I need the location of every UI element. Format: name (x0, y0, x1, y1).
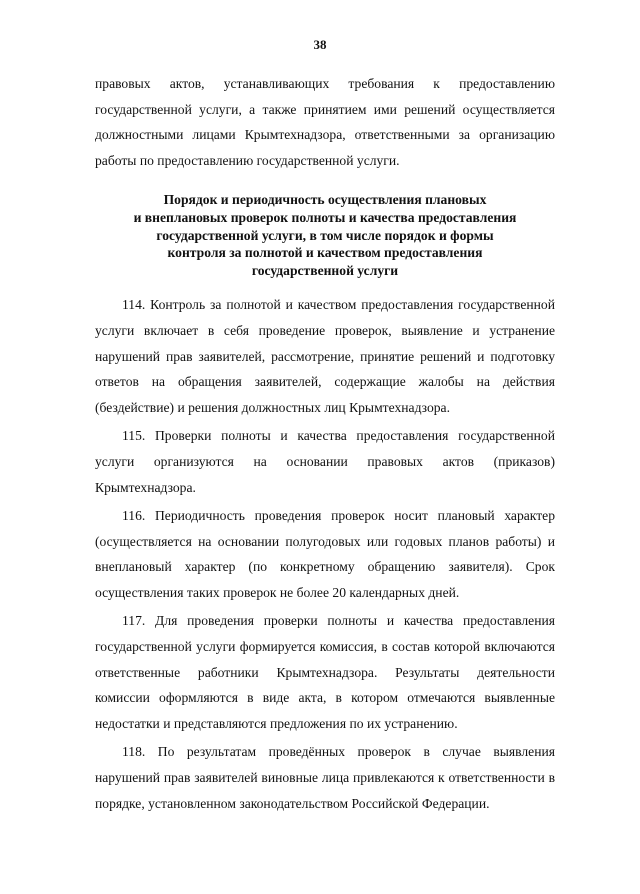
heading-line: и внеплановых проверок полноты и качества предоставления (133, 209, 517, 225)
page-number: 38 (313, 37, 327, 52)
document-body (95, 71, 555, 816)
paragraph-117: 117. Для проведения проверки полноты и качества предоставления государственной услуги формируется комиссия, в состав которой включаются ответственные работники Крымтехнадзора. Результаты деятельности комиссии оформляются в виде акта, в котором отмечаются выявленные недостатки и представляются предложения по их устранению. (95, 613, 555, 731)
heading-line: Порядок и периодичность осуществления плановых (163, 192, 487, 208)
paragraph-115: 115. Проверки полноты и качества предоставления государственной услуги организуются на основании правовых актов (приказов) Крымтехнадзора. (95, 428, 555, 495)
paragraph-118: 118. По результатам проведённых проверок в случае выявления нарушений прав заявителей виновные лица привлекаются к ответственности в порядке, установленном законодательством Российской Федерации. (95, 744, 555, 811)
heading-line: контроля за полнотой и качеством предоставления (167, 245, 483, 261)
heading-line: государственной услуги, в том числе порядок и формы (156, 227, 494, 243)
paragraph-116: 116. Периодичность проведения проверок носит плановый характер (осуществляется на основании полугодовых или годовых планов работы) и внеплановый характер (по конкретному обращению заявителя). Срок осуществления таких проверок не более 20 календарных дней. (95, 508, 555, 600)
heading-line: государственной услуги (251, 262, 399, 278)
intro-paragraph: правовых актов, устанавливающих требования к предоставлению государственной услуги, а также принятием ими решений осуществляется должностными лицами Крымтехнадзора, ответственными за организацию работы по предоставлению государственной услуги. (95, 76, 555, 168)
section-heading (95, 191, 555, 279)
paragraph-114: 114. Контроль за полнотой и качеством предоставления государственной услуги включает в себя проведение проверок, выявление и устранение нарушений прав заявителей, рассмотрение, принятие решений и подготовку ответов на обращения заявителей, содержащие жалобы на действия (бездействие) и решения должностных лиц Крымтехнадзора. (95, 297, 555, 415)
